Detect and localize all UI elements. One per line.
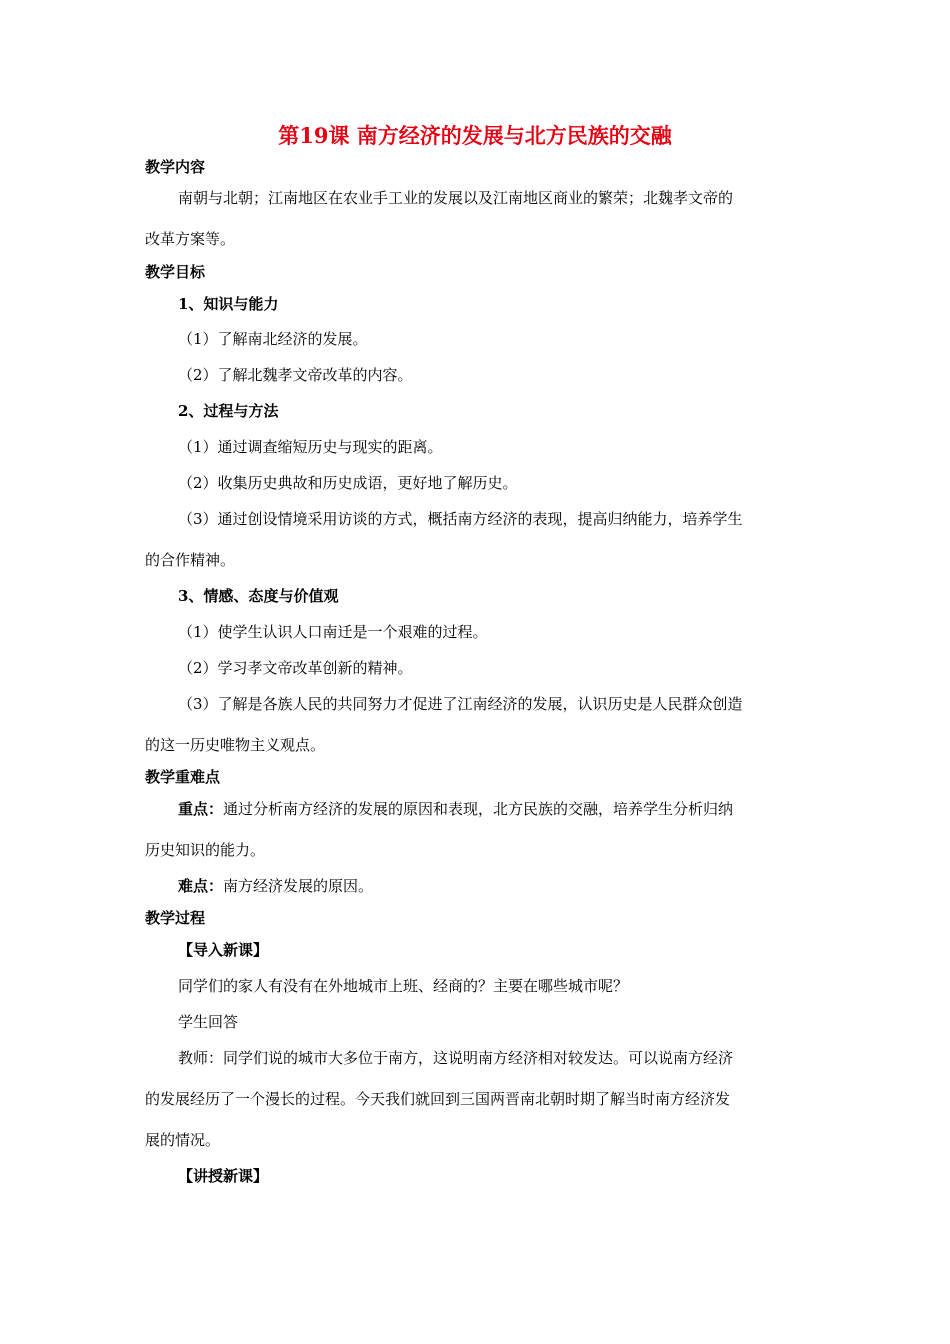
heading-key-points: 教学重难点 <box>145 768 221 786</box>
heading-content: 教学内容 <box>145 158 206 176</box>
new-lesson-heading: 【讲授新课】 <box>178 1167 269 1185</box>
lesson-title: 第19课 南方经济的发展与北方民族的交融 <box>278 123 672 148</box>
goal1-item-1: （1）了解南北经济的发展。 <box>178 330 368 348</box>
teacher-line-1: 教师：同学们说的城市大多位于南方，这说明南方经济相对较发达。可以说南方经济 <box>178 1049 734 1067</box>
goal3-item-1: （1）使学生认识人口南迁是一个艰难的过程。 <box>178 623 488 641</box>
intro-heading: 【导入新课】 <box>178 941 269 959</box>
goal2-heading: 2、过程与方法 <box>178 402 279 420</box>
difficulty-line <box>178 876 807 896</box>
key-text: 通过分析南方经济的发展的原因和表现，北方民族的交融，培养学生分析归纳 <box>223 800 734 818</box>
intro-answer: 学生回答 <box>178 1013 239 1031</box>
goal2-item-3-line-2: 的合作精神。 <box>145 551 236 569</box>
teacher-line-2: 的发展经历了一个漫长的过程。今天我们就回到三国两晋南北朝时期了解当时南方经济发 <box>145 1090 731 1108</box>
content-line-2: 改革方案等。 <box>145 230 236 248</box>
goal3-item-3-line-1: （3）了解是各族人民的共同努力才促进了江南经济的发展，认识历史是人民群众创造 <box>178 695 743 713</box>
goal2-item-1: （1）通过调查缩短历史与现实的距离。 <box>178 438 443 456</box>
key-point-line-1 <box>178 799 807 819</box>
goal2-item-2: （2）收集历史典故和历史成语，更好地了解历史。 <box>178 474 518 492</box>
goal2-item-3-line-1: （3）通过创设情境采用访谈的方式，概括南方经济的表现，提高归纳能力，培养学生 <box>178 510 743 528</box>
key-label: 重点： <box>178 800 224 818</box>
goal3-heading: 3、情感、态度与价值观 <box>178 587 339 605</box>
content-line-1: 南朝与北朝；江南地区在农业手工业的发展以及江南地区商业的繁荣；北魏孝文帝的 <box>178 189 734 207</box>
goal3-item-3-line-2: 的这一历史唯物主义观点。 <box>145 736 326 754</box>
goal3-item-2: （2）学习孝文帝改革创新的精神。 <box>178 659 413 677</box>
heading-goals: 教学目标 <box>145 263 206 281</box>
goal1-heading: 1、知识与能力 <box>178 295 279 313</box>
difficulty-text: 南方经济发展的原因。 <box>223 877 374 895</box>
teacher-line-3: 展的情况。 <box>145 1131 221 1149</box>
difficulty-label: 难点： <box>178 877 224 895</box>
heading-process: 教学过程 <box>145 909 206 927</box>
goal1-item-2: （2）了解北魏孝文帝改革的内容。 <box>178 366 413 384</box>
key-point-line-2: 历史知识的能力。 <box>145 841 266 859</box>
intro-question: 同学们的家人有没有在外地城市上班、经商的？主要在哪些城市呢？ <box>178 977 629 995</box>
